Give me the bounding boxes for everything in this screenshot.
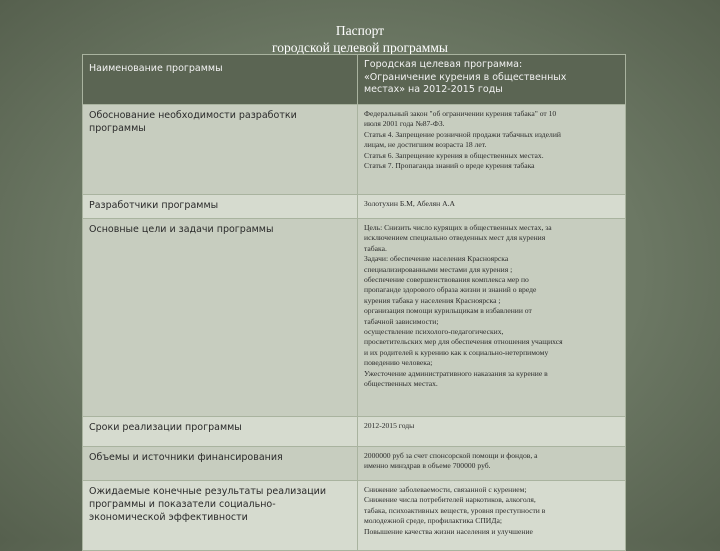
row-value (358, 447, 626, 481)
title-line-2: городской целевой программы (272, 40, 448, 55)
row-value-line: Статья 7. Пропаганда знаний о вреде курения табака (364, 161, 535, 171)
row-value-line: табака, психоактивных веществ, уровня преступности в (364, 505, 546, 515)
table-row (83, 417, 626, 447)
table-row (83, 195, 626, 219)
row-value-line: Золотухин Б.М, Абелян А.А (364, 199, 455, 208)
row-value-line: обеспечение совершенствования комплекса мер по (364, 275, 529, 285)
row-value-line: Повышение качества жизни населения и улучшение (364, 526, 533, 536)
header-label-cell: Наименование программы (83, 55, 358, 105)
header-value-line: «Ограничение курения в общественных (364, 71, 567, 83)
row-value-line: 2012-2015 годы (364, 421, 415, 430)
row-value-line: организация помощи курильщикам в избавлении от (364, 306, 532, 316)
table-row (83, 447, 626, 481)
row-value-line: именно минздрав в объеме 700000 руб. (364, 461, 491, 471)
slide-title (0, 22, 720, 56)
row-value-line: Статья 6. Запрещение курения в общественных местах. (364, 150, 544, 160)
row-label: Основные цели и задачи программы (83, 219, 358, 417)
row-value (358, 417, 626, 447)
row-value-line: молодежной среде, профилактика СПИДа; (364, 516, 502, 526)
passport-table (82, 54, 626, 551)
row-value-line: Снижение числа потребителей наркотиков, алкоголя, (364, 495, 536, 505)
row-value (358, 219, 626, 417)
table-row (83, 219, 626, 417)
title-line-1: Паспорт (335, 23, 385, 38)
row-value-line: табачной зависимости; (364, 316, 439, 326)
row-value-line: просветительских мер для обеспечения отношения учащихся (364, 337, 563, 347)
row-value-line: лицам, не достигшим возраста 18 лет. (364, 140, 487, 150)
row-value-line: Статья 4. Запрещение розничной продажи табачных изделий (364, 129, 561, 139)
row-value (358, 195, 626, 219)
row-value (358, 105, 626, 195)
row-value-line: 2000000 руб за счет спонсорской помощи и фондов, а (364, 451, 538, 460)
table-row (83, 105, 626, 195)
header-value-line: местах» на 2012-2015 годы (364, 84, 503, 95)
row-value-line: курения табака у населения Красноярска ; (364, 295, 501, 305)
row-value-line: Федеральный закон "об ограничении курения табака" от 10 (364, 109, 557, 118)
row-value-line: специализированными местами для курения ; (364, 264, 513, 274)
row-label: Ожидаемые конечные результаты реализации программы и показатели социально-экономической эффективности (83, 481, 358, 551)
table-header-row (83, 55, 626, 105)
row-value (358, 481, 626, 551)
row-value-line: табака. (364, 243, 387, 253)
row-value-line: пропаганде здорового образа жизни и знаний о вреде (364, 285, 537, 295)
row-value-line: июля 2001 года №87-ФЗ. (364, 119, 445, 129)
row-value-line: и их родителей к курению как к социально-нетерпимому (364, 347, 549, 357)
row-value-line: Задачи: обеспечение населения Красноярска (364, 254, 509, 264)
row-value-line: Ужесточение административного наказания за курение в (364, 368, 548, 378)
row-value-line: осуществление психолого-педагогических, (364, 327, 504, 337)
row-value-line: исключением специально отведенных мест для курения (364, 233, 546, 243)
header-value-line: Городская целевая программа: (364, 59, 523, 70)
row-label: Разработчики программы (83, 195, 358, 219)
row-value-line: Снижение заболеваемости, связанной с курением; (364, 485, 527, 494)
row-value-line: Цель: Снизить число курящих в общественных местах, за (364, 223, 552, 232)
row-value-line: поведению человека; (364, 358, 433, 368)
header-value-cell (358, 55, 626, 105)
row-value-line: общественных местах. (364, 379, 438, 389)
table-row (83, 481, 626, 551)
row-label: Объемы и источники финансирования (83, 447, 358, 481)
row-label: Обоснование необходимости разработки программы (83, 105, 358, 195)
row-label: Сроки реализации программы (83, 417, 358, 447)
